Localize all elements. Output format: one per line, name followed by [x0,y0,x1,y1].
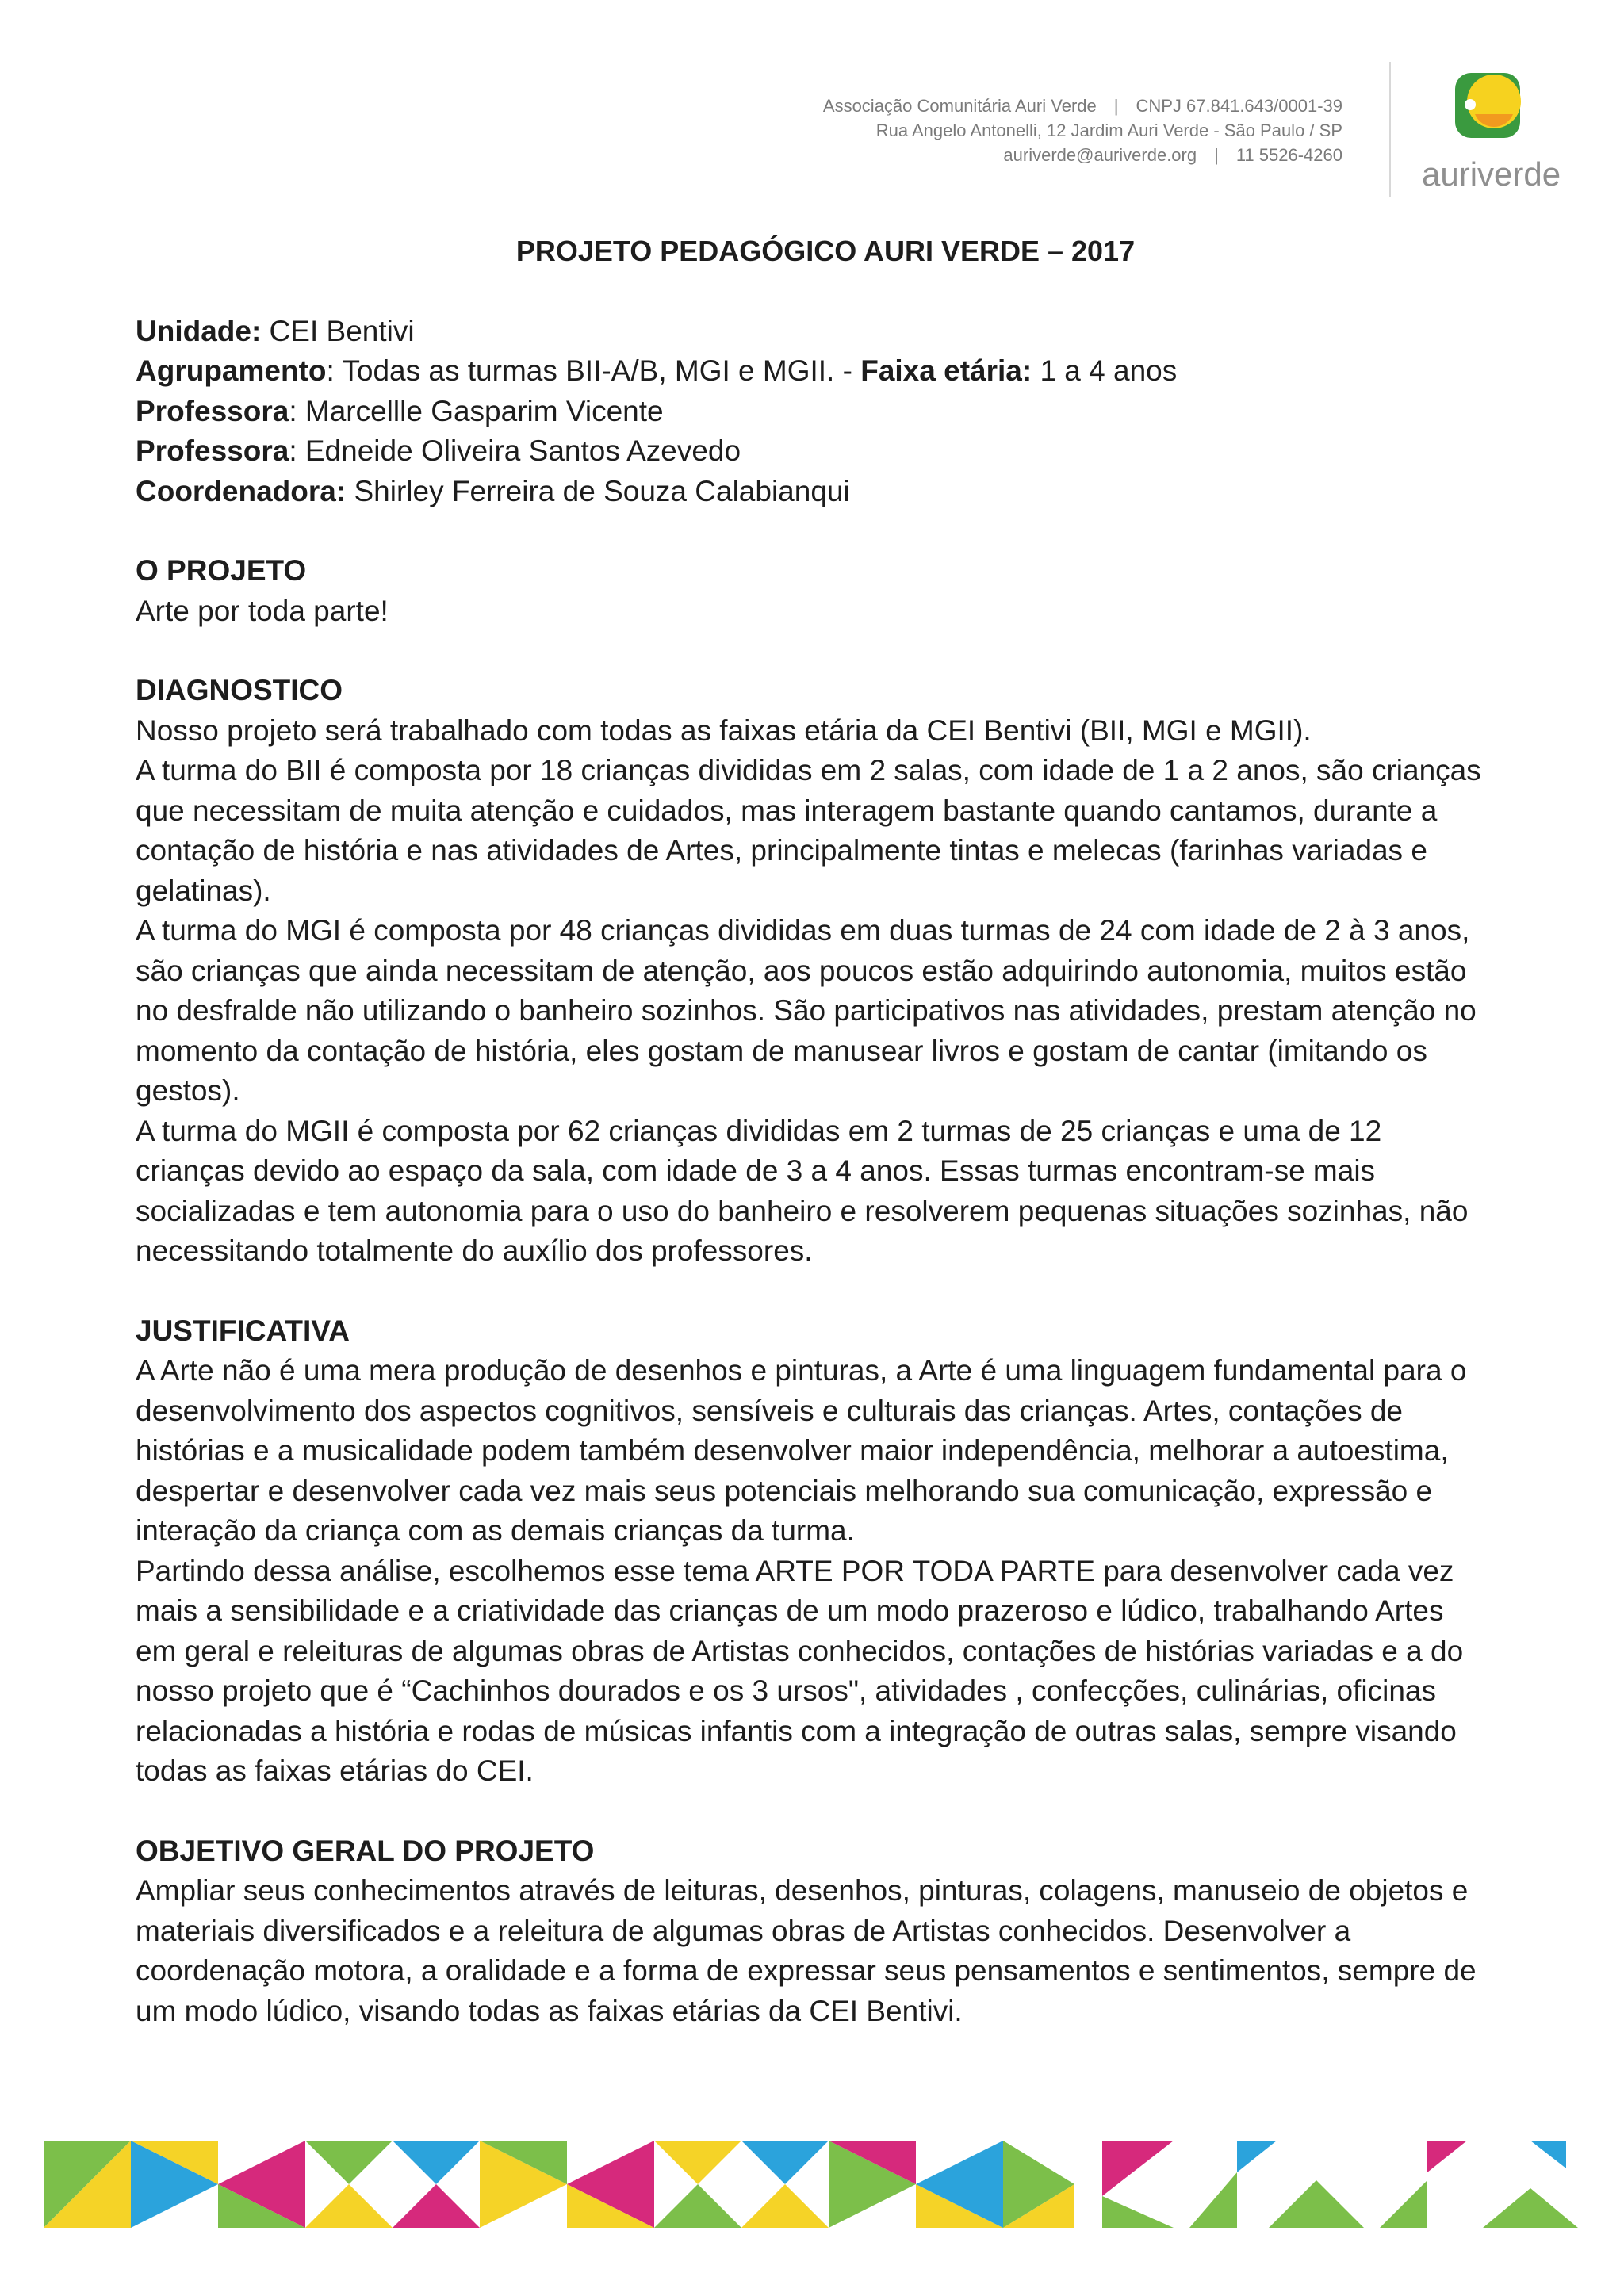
decorative-triangle [305,2184,393,2228]
info-coordenadora: Coordenadora: Shirley Ferreira de Souza Calabianqui [136,474,850,507]
cnpj: CNPJ 67.841.643/0001-39 [1136,96,1342,116]
decorative-triangle [654,2141,741,2184]
decorative-triangle [1189,2172,1237,2228]
section-heading-justificativa: JUSTIFICATIVA [136,1314,350,1347]
logo-dot [1465,99,1476,110]
diagnostico-paragraph: A turma do MGI é composta por 48 crianças divididas em duas turmas de 24 com idade de 2 à 3 anos, são crianças que ainda necessitam de atenção, aos poucos estão adquirindo autonomia, muitos estão no desfralde não utilizando o banheiro sozinhos. São participativos nas atividades, prestam atenção no momento da contação de história, eles gostam de manusear livros e gostam de cantar (imitando os gestos). [136,914,1477,1107]
decorative-triangle [393,2184,480,2228]
projeto-text: Arte por toda parte! [136,594,389,627]
decorative-triangle [654,2184,741,2228]
address: Rua Angelo Antonelli, 12 Jardim Auri Verde - São Paulo / SP [875,121,1342,140]
diagnostico-paragraph: Nosso projeto será trabalhado com todas as faixas etária da CEI Bentivi (BII, MGI e MGII). [136,714,1312,747]
decorative-triangle [1483,2188,1578,2228]
info-unidade: Unidade: CEI Bentivi [136,314,415,347]
objetivo-paragraph: Ampliar seus conhecimentos através de leituras, desenhos, pinturas, colagens, manuseio de objetos e materiais diversificados e a releitura de algumas obras de Artistas conhecidos. Desenvolver a coordenação motora, a oralidade e a forma de expressar seus pensamentos e sentimentos, sempre de um modo lúdico, visando todas as faixas etárias da CEI Bentivi. [136,1874,1477,2027]
section-heading-objetivo: OBJETIVO GERAL DO PROJETO [136,1834,595,1867]
document-body [136,232,1492,2031]
phone: 11 5526-4260 [1235,145,1342,165]
decorative-triangle-band [0,2109,1624,2244]
decorative-triangle [1102,2141,1174,2196]
decorative-triangle [1237,2141,1277,2172]
section-heading-projeto: O PROJETO [136,554,307,587]
org-name: Associação Comunitária Auri Verde [822,96,1097,116]
justificativa-paragraph: A Arte não é uma mera produção de desenhos e pinturas, a Arte é uma linguagem fundamental para o desenvolvimento dos aspectos cognitivos, sensíveis e culturais das crianças. Artes, contações de histórias e a musicalidade podem também desenvolver maior independência, melhorar a autoestima, despertar e desenvolver cada vez mais seus potenciais melhorando sua comunicação, expressão e interação da criança com as demais crianças da turma. [136,1354,1467,1547]
decorative-triangle [1427,2141,1467,2172]
decorative-triangle [1269,2180,1364,2228]
decorative-triangle [1102,2196,1174,2228]
decorative-triangle [393,2141,480,2184]
letterhead-line-1: Associação Comunitária Auri Verde | CNPJ 67.841.643/0001-39 [822,96,1342,116]
justificativa-paragraph: Partindo dessa análise, escolhemos esse tema ARTE POR TODA PARTE para desenvolver cada vez mais a sensibilidade e a criatividade das crianças de um modo prazeroso e lúdico, trabalhando Artes em geral e releituras de algumas obras de Artistas conhecidos, contações de histórias variadas e a do nosso projeto que é “Cachinhos dourados e os 3 ursos", atividades , confecções, culinárias, oficinas relacionadas a história e rodas de músicas infantis com a integração de outras salas, sempre visando todas as faixas etárias do CEI. [136,1554,1464,1787]
diagnostico-paragraph: A turma do MGII é composta por 62 crianças divididas em 2 turmas de 25 crianças e uma de 12 crianças devido ao espaço da sala, com idade de 3 a 4 anos. Essas turmas encontram-se mais socializadas e tem autonomia para o uso do banheiro e resolverem pequenas situações sozinhas, não necessitando totalmente do auxílio dos professores. [136,1114,1469,1267]
letterhead [823,94,1342,167]
decorative-triangle [1530,2141,1566,2168]
section-heading-diagnostico: DIAGNOSTICO [136,674,343,706]
document-title: PROJETO PEDAGÓGICO AURI VERDE – 2017 [515,235,1136,267]
info-professora-1: Professora: Marcellle Gasparim Vicente [136,394,664,427]
triangle-group [44,2141,1578,2228]
decorative-triangle [741,2141,829,2184]
decorative-triangle [741,2184,829,2228]
email: auriverde@auriverde.org [1003,145,1197,165]
header-divider [1389,62,1391,197]
decorative-triangle [305,2141,393,2184]
letterhead-line-3: auriverde@auriverde.org | 11 5526-4260 [1003,145,1342,165]
diagnostico-paragraph: A turma do BII é composta por 18 crianças divididas em 2 salas, com idade de 1 a 2 anos, são crianças que necessitam de muita atenção e cuidados, mas interagem bastante quando cantamos, durante a contação de história e nas atividades de Artes, principalmente tintas e melecas (farinhas variadas e gelatinas). [136,754,1481,907]
logo-wordmark: auriverde [1422,155,1561,193]
decorative-triangle [1380,2180,1427,2228]
info-agrupamento: Agrupamento: Todas as turmas BII-A/B, MGI e MGII. - Faixa etária: 1 a 4 anos [136,354,1178,387]
info-professora-2: Professora: Edneide Oliveira Santos Azevedo [136,434,741,467]
